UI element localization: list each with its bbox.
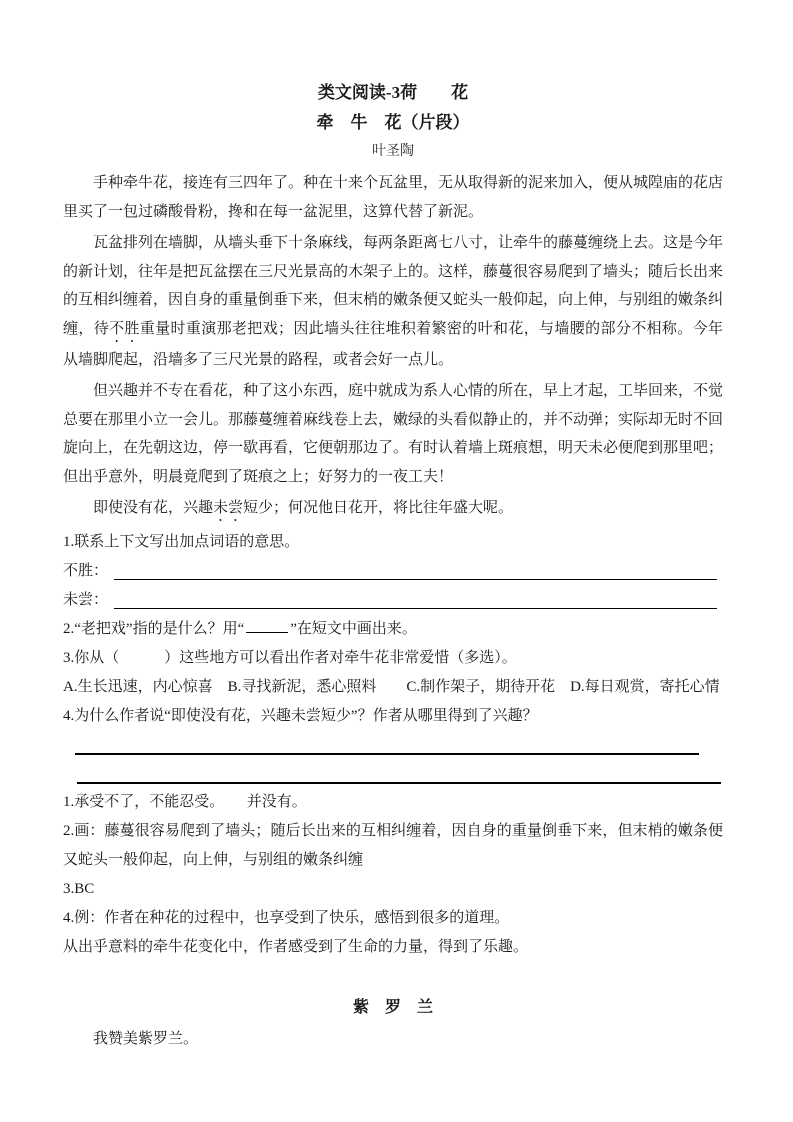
paragraph-1: 手种牵牛花，接连有三四年了。种在十来个瓦盆里，无从取得新的泥来加入，便从城隍庙的花店里买了一包过磷酸骨粉，搀和在每一盆泥里，这算代替了新泥。	[63, 175, 724, 220]
paragraph-4	[63, 494, 723, 525]
paragraph-4-text-after: 短少；何况他日花开，将比往年盛大呢。	[243, 500, 514, 516]
passage-title: 牵 牛 花（片段）	[316, 113, 470, 132]
paragraph-4-text-before: 即使没有花，兴趣	[93, 500, 214, 516]
question-1-blank-busheng	[63, 557, 723, 586]
question-2	[63, 615, 723, 644]
answer-2: 2.画：藤蔓很容易爬到了墙头；随后长出来的互相纠缠着，因自身的重量倒垂下来，但末梢的嫩条便又蛇头一般仰起，向上伸，与别组的嫩条纠缠	[63, 823, 723, 868]
answer-3: 3.BC	[63, 881, 95, 897]
question-2-text-before: 2.“老把戏”指的是什么？用“	[63, 621, 245, 637]
passage-body	[63, 169, 723, 525]
answer-1: 1.承受不了，不能忍受。 并没有。	[63, 794, 307, 810]
question-1-blank-weichang	[63, 586, 723, 615]
section-2-paragraph: 我赞美紫罗兰。	[93, 1031, 199, 1047]
busheng-answer-line	[114, 557, 717, 580]
blank-label-busheng: 不胜：	[63, 563, 109, 579]
question-3: 3.你从（ ）这些地方可以看出作者对牵牛花非常爱惜（多选）。	[63, 650, 517, 666]
emphasized-word-weichang: 未尝	[213, 500, 244, 516]
answer-key-section	[63, 788, 723, 962]
answer-4: 4.例：作者在种花的过程中，也享受到了快乐，感悟到很多的道理。	[63, 910, 510, 926]
author-name: 叶圣陶	[372, 144, 414, 159]
paragraph-2-text-after: 重量时重演那老把戏；因此墙头往往堆积着繁密的叶和花，与墙腰的部分不相称。今年从墙脚爬起，沿墙多了三尺光景的路程，或者会好一点儿。	[63, 320, 723, 368]
paragraph-2	[63, 229, 723, 374]
question-4-answer-rule-2	[77, 782, 721, 784]
answer-4-continued: 从出乎意料的牵牛花变化中，作者感受到了生命的力量，得到了乐趣。	[63, 939, 529, 955]
blank-label-weichang: 未尝：	[63, 592, 109, 608]
questions-section	[63, 528, 723, 731]
emphasized-word-busheng: 不胜	[109, 320, 140, 337]
section-2-title: 紫 罗 兰	[352, 999, 433, 1016]
doc-title: 类文阅读-3荷 花	[317, 83, 469, 102]
question-3-options: A.生长迅速，内心惊喜 B.寻找新泥，悉心照料 C.制作架子，期待开花 D.每日观赏，寄托心情	[63, 679, 720, 695]
weichang-answer-line	[114, 586, 717, 609]
question-2-text-after: ”在短文中画出来。	[290, 621, 417, 637]
question-2-inline-blank-line	[246, 619, 288, 633]
paragraph-3: 但兴趣并不专在看花，种了这小东西，庭中就成为系人心情的所在，早上才起，工毕回来，不觉总要在那里小立一会儿。那藤蔓缠着麻线卷上去，嫩绿的头看似静止的，并不动弹；实际却无时不回旋向上，在先朝这边，停一歇再看，它便朝那边了。有时认着墙上斑痕想，明天未必便爬到那里吧；但出乎意外，明晨竟爬到了斑痕之上；好努力的一夜工夫！	[63, 383, 724, 485]
question-1: 1.联系上下文写出加点词语的意思。	[63, 534, 300, 550]
paragraph-2-text-before: 瓦盆排列在墙脚，从墙头垂下十条麻线，每两条距离七八寸，让牵牛的藤蔓缠绕上去。这是今年的新计划，往年是把瓦盆摆在三尺光景高的木架子上的。这样，藤蔓很容易爬到了墙头；随后长出来的互相纠缠着，因自身的重量倒垂下来，但末梢的嫩条便又蛇头一般仰起，向上伸，与别组的嫩条纠缠，待	[63, 235, 724, 337]
question-4-answer-rule-1	[75, 753, 699, 755]
question-4: 4.为什么作者说“即使没有花，兴趣未尝短少”？作者从哪里得到了兴趣？	[63, 708, 538, 724]
